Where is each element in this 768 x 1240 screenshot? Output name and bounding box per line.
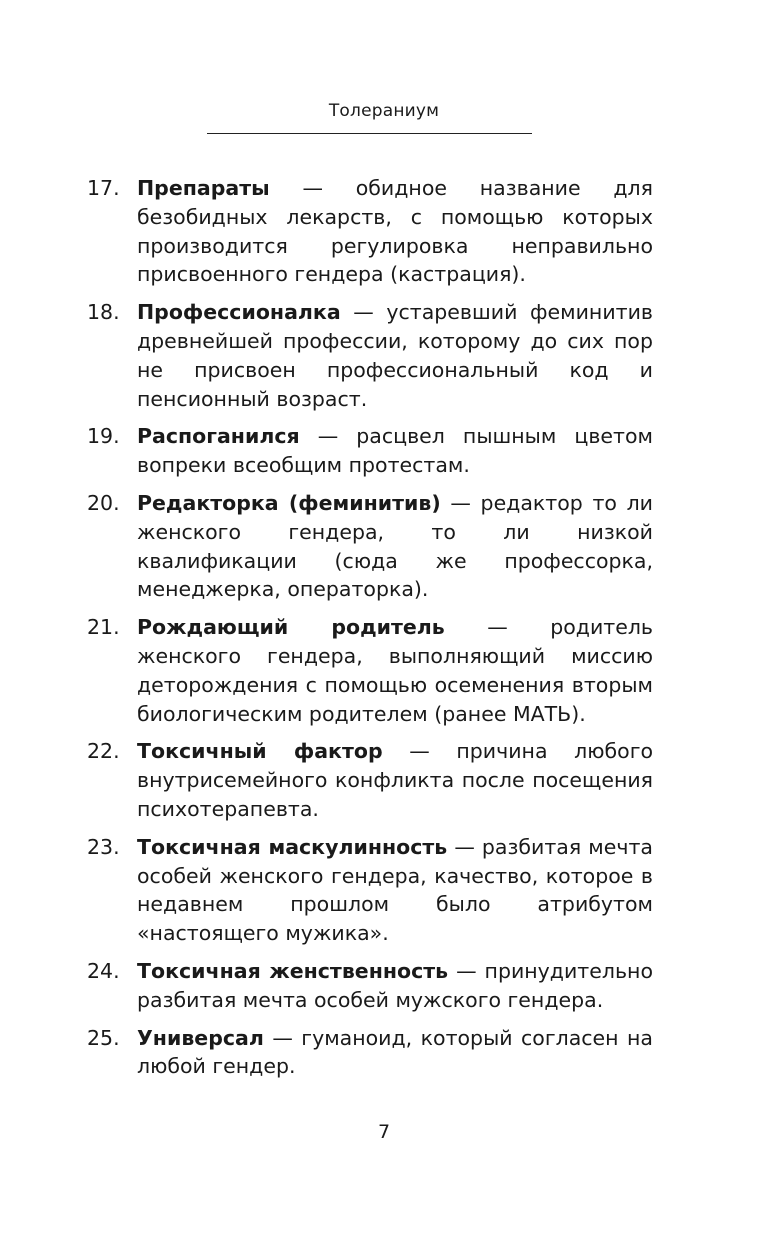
entry-number: 24. bbox=[87, 958, 120, 983]
header-rule bbox=[207, 133, 532, 134]
entry-definition: — редактор то ли женского гендера, то ли низкой квалификации (сюда же профессорка, менеджерка, операторка). bbox=[137, 490, 654, 602]
entry-number: 22. bbox=[87, 739, 120, 764]
glossary-entry bbox=[87, 174, 653, 289]
entry-term: Профессионалка bbox=[137, 300, 341, 325]
entry-definition: — расцвел пышным цветом вопреки всеобщим протестам. bbox=[137, 424, 653, 478]
entry-definition: — принудительно разбитая мечта особей мужского гендера. bbox=[137, 958, 653, 1012]
glossary-entry bbox=[87, 957, 653, 1015]
entry-definition: — разбитая мечта особей женского гендера, качество, которое в недавнем прошлом было атрибутом «настоящего мужика». bbox=[137, 834, 653, 946]
page-number: 7 bbox=[377, 1121, 391, 1143]
entry-number: 23. bbox=[87, 834, 120, 859]
entry-term: Токсичный фактор bbox=[137, 739, 383, 764]
entry-definition: — причина любого внутрисемейного конфликта после посещения психотерапевта. bbox=[137, 739, 654, 821]
entry-term: Препараты bbox=[137, 176, 270, 200]
entry-term: Токсичная женственность bbox=[137, 958, 449, 983]
entry-definition: — гуманоид, который согласен на любой гендер. bbox=[137, 1025, 653, 1079]
entry-number: 18. bbox=[87, 300, 120, 325]
entry-definition: — устаревший феминитив древнейшей профессии, которому до сих пор не присвоен профессиональный код и пенсионный возраст. bbox=[137, 300, 653, 411]
entry-number: 17. bbox=[87, 176, 120, 200]
entry-definition: — родитель женского гендера, выполняющий миссию деторождения с помощью осеменения вторым биологическим родителем (ранее МАТЬ). bbox=[137, 615, 654, 726]
entry-definition: — обидное название для безобидных лекарств, с помощью которых производится регулировка неправильно присвоенного гендера (кастрация). bbox=[137, 176, 653, 287]
running-head: Толераниум bbox=[328, 101, 440, 121]
entry-term: Редакторка (феминитив) bbox=[137, 490, 441, 515]
entry-term: Токсичная маскулинность bbox=[137, 834, 448, 859]
entry-term: Универсал bbox=[137, 1025, 264, 1050]
entry-number: 21. bbox=[87, 615, 120, 640]
glossary-list bbox=[87, 174, 653, 1090]
glossary-entry bbox=[87, 298, 653, 413]
glossary-entry bbox=[87, 1024, 653, 1082]
entry-term: Рождающий родитель bbox=[137, 615, 445, 640]
entry-number: 20. bbox=[87, 490, 120, 515]
glossary-entry bbox=[87, 737, 653, 823]
glossary-entry bbox=[87, 489, 653, 604]
entry-term: Распоганился bbox=[137, 424, 300, 449]
entry-number: 19. bbox=[87, 424, 120, 449]
glossary-entry bbox=[87, 422, 653, 480]
entry-number: 25. bbox=[87, 1025, 120, 1050]
glossary-entry bbox=[87, 833, 653, 948]
glossary-entry bbox=[87, 613, 653, 728]
